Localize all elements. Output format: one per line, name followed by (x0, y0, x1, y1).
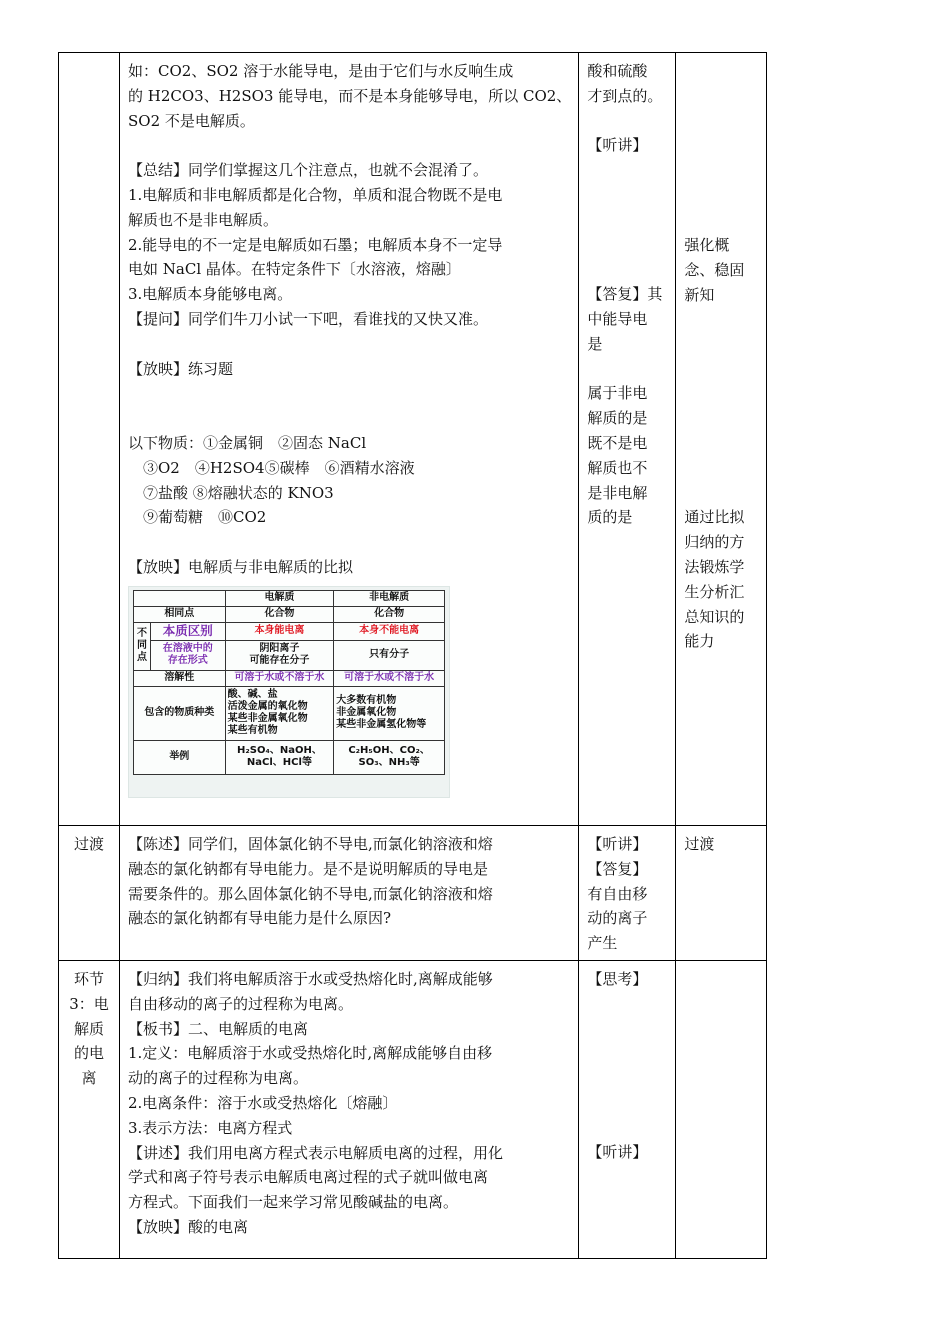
activity-line: 才到点的。 (587, 86, 663, 105)
examples-nonelectrolyte: C₂H₅OH、CO₂、 SO₃、NH₃等 (334, 740, 445, 774)
text-line: 需要条件的。那么固体氯化钠不导电,而氯化钠溶液和熔 (128, 884, 493, 903)
activity-line: 解质的是 (587, 409, 648, 428)
text-line: 融态的氯化钠都有导电能力是什么原因? (128, 909, 392, 928)
text-line: 学式和离子符号表示电解质电离过程的式子就叫做电离 (128, 1168, 489, 1187)
table-row (59, 826, 767, 961)
activity-line: 属于非电 (587, 384, 648, 403)
activity-line: 酸和硫酸 (587, 62, 648, 80)
label-examples: 举例 (134, 740, 226, 774)
activity-line: 是 (587, 334, 603, 353)
text-line: 如：CO2、SO2 溶于水能导电，是由于它们与水反响生成 (128, 62, 514, 80)
intent-line: 归纳的方 (684, 533, 745, 552)
similarity-nonelectrolyte: 化合物 (334, 606, 445, 622)
text-line: SO2 不是电解质。 (128, 111, 255, 130)
text-line: 【放映】酸的电离 (128, 1217, 249, 1236)
stage-label: 过渡 (73, 835, 104, 853)
intent-line: 通过比拟 (684, 508, 745, 527)
activity-line: 是非电解 (587, 483, 648, 502)
exercise-line: ⑦盐酸 ⑧熔融状态的 KNO3 (128, 483, 334, 502)
activity-line: 中能导电 (587, 309, 648, 328)
solubility-electrolyte: 可溶于水或不溶于水 (225, 670, 334, 686)
text-line: 自由移动的离子的过程称为电离。 (128, 994, 354, 1013)
comparison-figure (128, 586, 450, 798)
label-solubility: 溶解性 (134, 670, 226, 686)
activity-label: 【听讲】 (587, 136, 648, 155)
stage-cell (59, 826, 120, 961)
activity-cell (579, 826, 676, 961)
intent-line: 能力 (684, 632, 715, 651)
show-line: 【放映】电解质与非电解质的比拟 (128, 557, 354, 576)
table-row (59, 960, 767, 1258)
label-similarity: 相同点 (134, 606, 226, 622)
text-line: 融态的氯化钠都有导电能力。是不是说明解质的导电是 (128, 859, 489, 878)
label-existence: 在溶液中的 存在形式 (150, 640, 225, 670)
stage-cell (59, 53, 120, 826)
intent-line: 生分析汇 (684, 582, 745, 601)
solubility-nonelectrolyte: 可溶于水或不溶于水 (334, 670, 445, 686)
text-line: 方程式。下面我们一起来学习常见酸碱盐的电离。 (128, 1193, 459, 1212)
label-types: 包含的物质种类 (134, 686, 226, 740)
activity-line: 动的离子 (587, 909, 648, 928)
stage-label: 环节 3：电 解质 的电 离 (69, 969, 109, 1088)
text-line: 1.电解质和非电解质都是化合物，单质和混合物既不是电 (128, 185, 503, 204)
intent-line: 法锻炼学 (684, 557, 745, 576)
header-electrolyte: 电解质 (225, 590, 334, 606)
text-line: 动的离子的过程称为电离。 (128, 1069, 309, 1088)
activity-line: 解质也不 (587, 458, 648, 477)
intent-cell (676, 53, 767, 826)
text-line: 3.电解质本身能够电离。 (128, 285, 293, 304)
existence-electrolyte: 阴阳离子 可能存在分子 (225, 640, 334, 670)
label-difference: 不 同 点 (134, 622, 151, 670)
show-line: 【放映】练习题 (128, 359, 234, 378)
text-line: 1.定义：电解质溶于水或受热熔化时,离解成能够自由移 (128, 1044, 493, 1063)
text-line: 电如 NaCl 晶体。在特定条件下〔水溶液，熔融〕 (128, 260, 461, 279)
essence-electrolyte: 本身能电离 (225, 622, 334, 640)
activity-cell (579, 960, 676, 1258)
lesson-plan-table (58, 52, 767, 1259)
corner-cell (134, 590, 226, 606)
text-line: 2.电离条件：溶于水或受热熔化〔熔融〕 (128, 1093, 398, 1112)
activity-label: 【思考】 (587, 969, 648, 988)
intent-line: 强化概 (684, 236, 730, 254)
intent-cell (676, 826, 767, 961)
content-cell (120, 826, 579, 961)
stage-cell (59, 960, 120, 1258)
types-electrolyte: 酸、碱、盐 活泼金属的氧化物 某些非金属氧化物 某些有机物 (225, 686, 334, 740)
text-line: 【陈述】同学们，固体氯化钠不导电,而氯化钠溶液和熔 (128, 835, 493, 853)
activity-cell (579, 53, 676, 826)
text-line: 3.表示方法：电离方程式 (128, 1118, 293, 1137)
text-line: 2.能导电的不一定是电解质如石墨；电解质本身不一定导 (128, 235, 503, 254)
activity-label: 【听讲】 (587, 1142, 648, 1161)
text-line: 的 H2CO3、H2SO3 能导电，而不是本身能够导电，所以 CO2、 (128, 86, 572, 105)
activity-label: 【答复】其 (587, 285, 663, 304)
content-cell (120, 960, 579, 1258)
activity-label: 【听讲】 (587, 835, 648, 853)
examples-electrolyte: H₂SO₄、NaOH、 NaCl、HCl等 (225, 740, 334, 774)
intent-line: 新知 (684, 285, 715, 304)
exercise-line: ③O2 ④H2SO4⑤碳棒 ⑥酒精水溶液 (128, 458, 415, 477)
activity-line: 产生 (587, 934, 618, 953)
activity-label: 【答复】 (587, 859, 648, 878)
essence-nonelectrolyte: 本身不能电离 (334, 622, 445, 640)
label-essence: 本质区别 (150, 622, 225, 640)
activity-line: 有自由移 (587, 884, 648, 903)
content-cell (120, 53, 579, 826)
text-line: 【讲述】我们用电离方程式表示电解质电离的过程，用化 (128, 1143, 504, 1162)
intent-line: 念、稳固 (684, 260, 745, 279)
summary-heading: 【总结】同学们掌握这几个注意点，也就不会混淆了。 (128, 161, 489, 180)
exercise-line: 以下物质：①金属铜 ②固态 NaCl (128, 433, 367, 452)
intent-cell (676, 960, 767, 1258)
table-row (59, 53, 767, 826)
question-line: 【提问】同学们牛刀小试一下吧，看谁找的又快又准。 (128, 309, 489, 328)
intent-line: 过渡 (684, 835, 715, 853)
exercise-line: ⑨葡萄糖 ⑩CO2 (128, 508, 267, 527)
text-line: 【归纳】我们将电解质溶于水或受热熔化时,离解成能够 (128, 969, 493, 988)
activity-line: 质的是 (587, 508, 633, 527)
text-line: 【板书】二、电解质的电离 (128, 1019, 309, 1038)
text-line: 解质也不是非电解质。 (128, 210, 279, 229)
types-nonelectrolyte: 大多数有机物 非金属氧化物 某些非金属氢化物等 (334, 686, 445, 740)
intent-line: 总知识的 (684, 607, 745, 626)
comparison-table (133, 590, 445, 775)
existence-nonelectrolyte: 只有分子 (334, 640, 445, 670)
activity-line: 既不是电 (587, 433, 648, 452)
header-nonelectrolyte: 非电解质 (334, 590, 445, 606)
similarity-electrolyte: 化合物 (225, 606, 334, 622)
